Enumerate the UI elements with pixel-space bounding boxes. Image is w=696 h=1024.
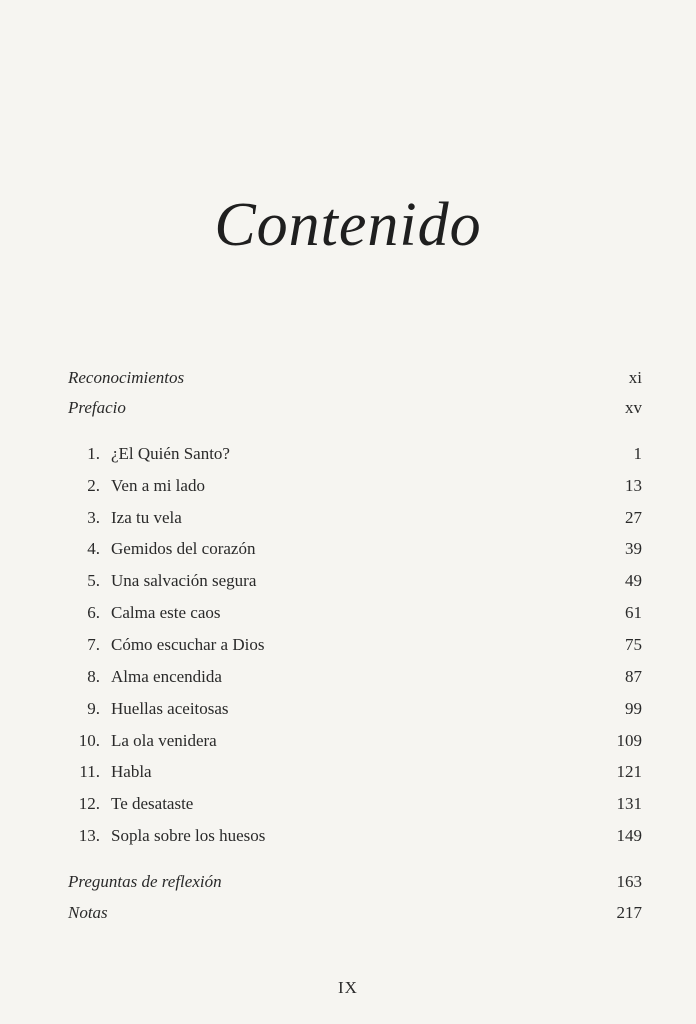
- toc-entry-label: Calma este caos: [111, 603, 221, 622]
- toc-entry-label: Habla: [111, 762, 152, 781]
- toc-entry-page: xv: [625, 398, 642, 417]
- toc-entry-label: Ven a mi lado: [111, 476, 205, 495]
- toc-entry-label: Iza tu vela: [111, 508, 182, 527]
- toc-entry-chapter: [68, 822, 642, 850]
- toc-entry-label: Sopla sobre los huesos: [111, 826, 266, 845]
- toc-entry-page: 49: [625, 571, 642, 590]
- toc-entry-page: 149: [616, 826, 642, 845]
- toc-entry-page: 13: [625, 476, 642, 495]
- toc-entry-page: 39: [625, 539, 642, 558]
- toc-entry-label: La ola venidera: [111, 731, 217, 750]
- toc-entry-label: Cómo escuchar a Dios: [111, 635, 265, 654]
- toc-entry-label: Te desataste: [111, 794, 194, 813]
- toc-entry-chapter: [68, 695, 642, 723]
- toc-entry-front: [68, 394, 642, 422]
- toc-entry-page: 27: [625, 508, 642, 527]
- toc-entry-label: Preguntas de reflexión: [68, 872, 222, 891]
- toc-entry-chapter: [68, 472, 642, 500]
- chapter-number: 7.: [87, 635, 100, 654]
- toc-entry-label: Reconocimientos: [68, 368, 185, 387]
- toc-entry-page: 75: [625, 635, 642, 654]
- toc-entry-chapter: [68, 790, 642, 818]
- toc-entry-page: 61: [625, 603, 642, 622]
- chapter-number: 8.: [87, 667, 100, 686]
- toc-entry-chapter: [68, 504, 642, 532]
- chapter-number: 3.: [87, 508, 100, 527]
- toc-entry-chapter: [68, 631, 642, 659]
- toc-entry-label: Prefacio: [68, 398, 126, 417]
- toc-entry-page: 163: [616, 872, 642, 891]
- chapter-number: 13.: [78, 826, 100, 845]
- toc-entry-chapter: [68, 567, 642, 595]
- toc-entry-page: xi: [628, 368, 642, 387]
- chapter-number: 5.: [87, 571, 100, 590]
- toc-entry-label: Huellas aceitosas: [111, 699, 229, 718]
- toc-entry-label: Una salvación segura: [111, 571, 257, 590]
- toc-entry-page: 99: [625, 699, 642, 718]
- toc-entry-chapter: [68, 440, 642, 468]
- toc-entry-label: Gemidos del corazón: [111, 539, 256, 558]
- toc-entry-chapter: [68, 599, 642, 627]
- toc-entry-front: [68, 364, 642, 392]
- toc-entry-page: 131: [616, 794, 642, 813]
- chapter-number: 12.: [78, 794, 100, 813]
- chapter-number: 2.: [87, 476, 100, 495]
- chapter-number: 10.: [78, 731, 100, 750]
- toc-entry-label: ¿El Quién Santo?: [111, 444, 230, 463]
- toc-entry-page: 121: [616, 762, 642, 781]
- chapter-number: 9.: [87, 699, 100, 718]
- toc-entry-chapter: [68, 758, 642, 786]
- page-folio: IX: [338, 978, 358, 997]
- toc-entry-page: 109: [616, 731, 642, 750]
- toc-entry-page: 1: [633, 444, 642, 463]
- toc-entry-chapter: [68, 535, 642, 563]
- toc-entry-page: 87: [625, 667, 642, 686]
- toc-entry-chapter: [68, 727, 642, 755]
- chapter-number: 6.: [87, 603, 100, 622]
- toc-entry-label: Alma encendida: [111, 667, 222, 686]
- toc-entry-back: [68, 868, 642, 896]
- chapter-number: 1.: [87, 444, 100, 463]
- toc-entry-page: 217: [616, 903, 642, 922]
- page-title: Contenido: [214, 191, 482, 259]
- chapter-number: 4.: [87, 539, 100, 558]
- toc-entry-label: Notas: [68, 903, 108, 922]
- toc-entry-back: [68, 899, 642, 927]
- chapter-number: 11.: [79, 762, 100, 781]
- toc-entry-chapter: [68, 663, 642, 691]
